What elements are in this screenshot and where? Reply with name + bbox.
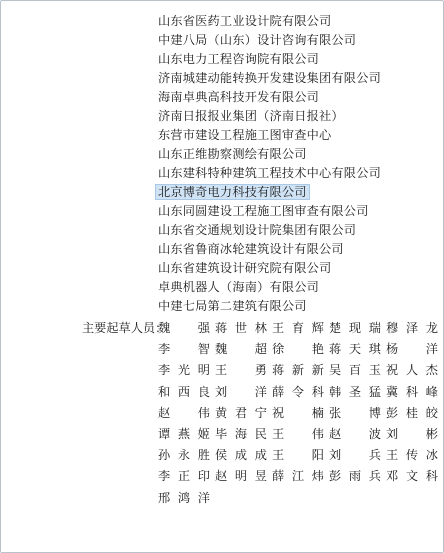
drafter-name: 杨 洋 (386, 342, 438, 357)
company-item: 山东省医药工业设计院有限公司 (158, 14, 332, 28)
drafter-name: 薛令科 (272, 384, 324, 399)
drafter-name: 魏 超 (215, 342, 267, 357)
drafter-name: 刘 洋 (215, 384, 267, 399)
company-item: 济南日报报业集团（济南日报社） (158, 109, 344, 123)
drafter-name: 韩圣猛 (329, 384, 381, 399)
company-item: 东营市建设工程施工图审查中心 (158, 128, 332, 142)
drafter-name: 和西良 (158, 384, 210, 399)
drafter-name: 张 博 (329, 405, 381, 420)
drafter-row (158, 318, 443, 339)
drafter-name: 李正印 (158, 469, 210, 484)
drafter-name: 邓文科 (386, 469, 438, 484)
company-item: 中建八局（山东）设计咨询有限公司 (158, 33, 357, 47)
drafter-row (158, 403, 443, 424)
drafter-name: 薛江炜 (272, 469, 324, 484)
drafter-row (158, 466, 443, 487)
drafter-row (158, 424, 443, 445)
drafter-name: 冀科峰 (386, 384, 438, 399)
drafter-row (158, 445, 443, 466)
drafter-name: 蒋新新 (272, 363, 324, 378)
drafter-name: 赵 伟 (158, 405, 210, 420)
drafter-name: 黄君宁 (215, 405, 267, 420)
drafter-name: 王 勇 (215, 363, 267, 378)
drafter-name: 赵 波 (329, 426, 381, 441)
company-item: 山东正维勘察测绘有限公司 (158, 147, 307, 161)
drafter-name: 楚现瑞 (329, 321, 381, 335)
company-item: 卓典机器人（海南）有限公司 (158, 280, 320, 294)
drafter-row (158, 339, 443, 360)
drafter-name: 毕海民 (215, 426, 267, 441)
drafter-name: 彭桂皎 (386, 405, 438, 420)
drafter-name: 吴百玉 (329, 363, 381, 378)
drafter-row (158, 488, 443, 509)
drafter-names (158, 318, 443, 509)
drafter-name: 祝人杰 (386, 363, 438, 378)
drafters-label: 主要起草人员： (82, 321, 168, 335)
drafter-name: 赵明昱 (215, 469, 267, 484)
company-list (158, 12, 381, 316)
drafter-name: 徐 艳 (272, 342, 324, 357)
selected-text[interactable]: 北京博奇电力科技有限公司 (158, 185, 307, 199)
drafter-name: 蒋天琪 (329, 342, 381, 357)
drafter-row (158, 360, 443, 381)
company-item: 山东同圆建设工程施工图审查有限公司 (158, 204, 369, 218)
drafter-name: 邢鸿洋 (158, 490, 210, 505)
drafter-name: 刘 彬 (386, 426, 438, 441)
drafter-name: 李光明 (158, 363, 210, 378)
company-item: 山东省交通规划设计院集团有限公司 (158, 223, 357, 237)
drafter-row (158, 382, 443, 403)
company-item: 山东电力工程咨询院有限公司 (158, 52, 320, 66)
drafter-name: 魏 强 (158, 321, 210, 335)
drafter-name: 李 智 (158, 342, 210, 357)
company-item: 济南城建动能转换开发建设集团有限公司 (158, 71, 381, 85)
company-item: 中建七局第二建筑有限公司 (158, 299, 307, 313)
company-item: 山东省建筑设计研究院有限公司 (158, 261, 332, 275)
drafter-name: 刘 兵 (329, 448, 381, 463)
drafter-name: 王传冰 (386, 448, 438, 463)
drafter-name: 穆泽龙 (386, 321, 438, 335)
drafter-name: 王 伟 (272, 426, 324, 441)
company-item: 山东建科特种建筑工程技术中心有限公司 (158, 166, 381, 180)
drafter-name: 王育辉 (272, 321, 324, 335)
drafter-name: 祝 楠 (272, 405, 324, 420)
drafter-name: 侯成成 (215, 448, 267, 463)
drafter-name: 王 阳 (272, 448, 324, 463)
company-item: 海南卓典高科技开发有限公司 (158, 90, 320, 104)
drafter-name: 孙永胜 (158, 448, 210, 463)
drafter-name: 彭雨兵 (329, 469, 381, 484)
company-item-selected[interactable] (158, 183, 381, 202)
drafter-name: 蒋世林 (215, 321, 267, 335)
company-item: 山东省鲁商冰轮建筑设计有限公司 (158, 242, 344, 256)
drafter-name: 谭燕姬 (158, 426, 210, 441)
